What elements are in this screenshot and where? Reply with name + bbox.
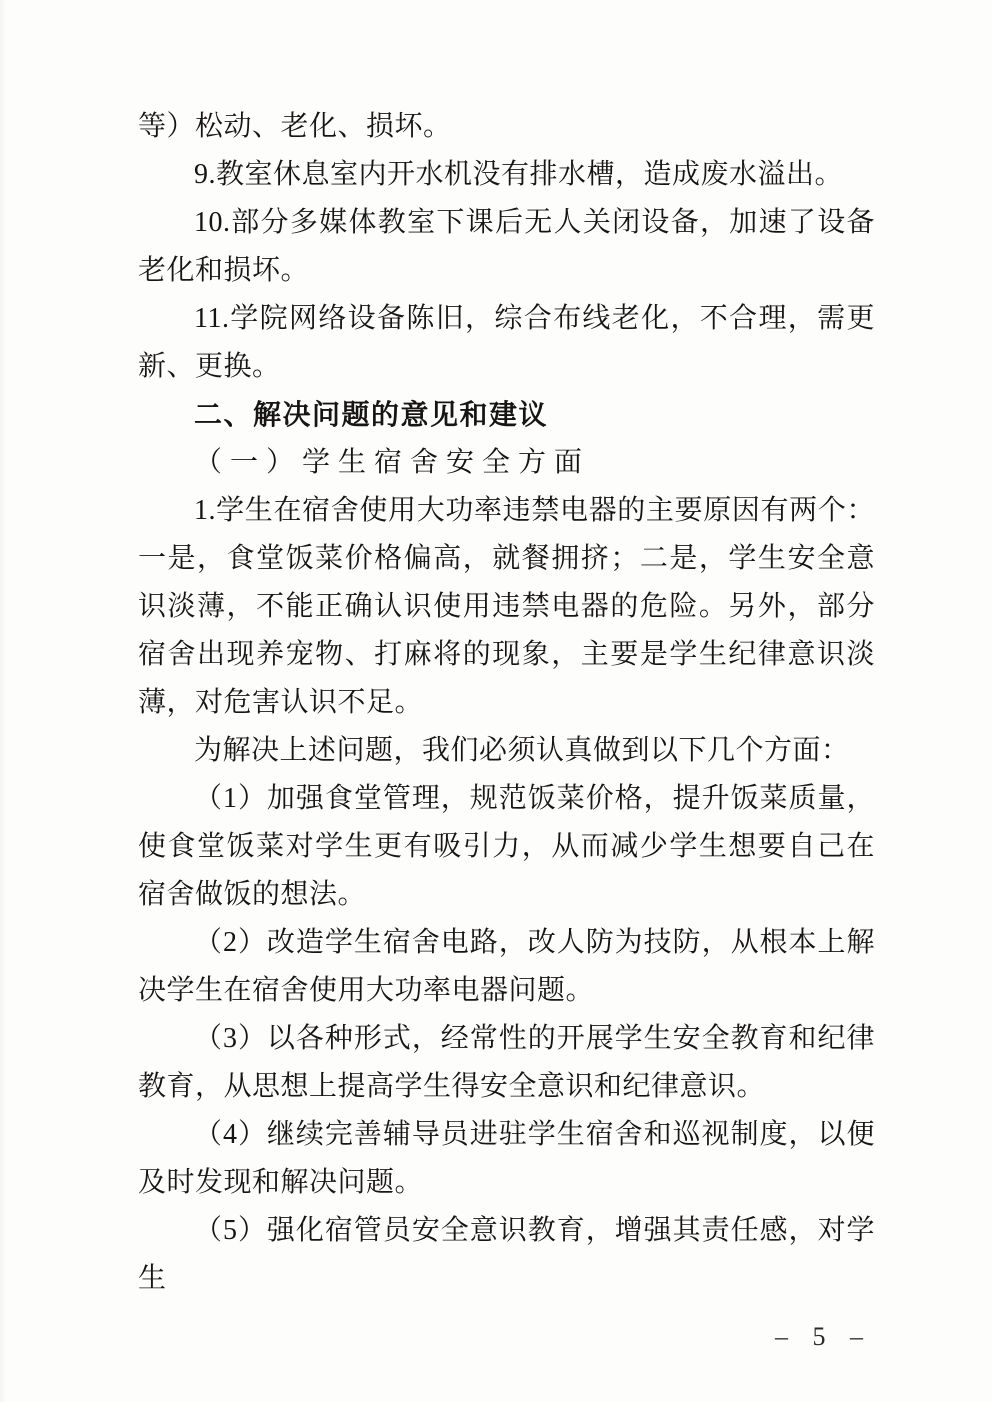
suggestion-point-5: （5）强化宿管员安全意识教育，增强其责任感，对学生 xyxy=(138,1215,875,1294)
list-item-10: 10.部分多媒体教室下课后无人关闭设备，加速了设备老化和损坏。 xyxy=(138,207,875,286)
suggestion-point-3: （3）以各种形式，经常性的开展学生安全教育和纪律教育，从思想上提高学生得安全意识和纪律意识。 xyxy=(138,1023,875,1102)
section-heading-2: 二、解决问题的意见和建议 xyxy=(194,399,549,430)
paragraph-continued-from-previous-page: 等）松动、老化、损坏。 xyxy=(138,111,452,142)
document-body xyxy=(138,103,875,1303)
suggestion-point-2: （2）改造学生宿舍电路，改人防为技防，从根本上解决学生在宿舍使用大功率电器问题。 xyxy=(138,927,875,1006)
list-item-9: 9.教室休息室内开水机没有排水槽，造成废水溢出。 xyxy=(194,159,844,190)
paragraph-reasons-analysis: 1.学生在宿舍使用大功率违禁电器的主要原因有两个：一是，食堂饭菜价格偏高，就餐拥挤；二是，学生安全意识淡薄，不能正确认识使用违禁电器的危险。另外，部分宿舍出现养宠物、打麻将的现象，主要是学生纪律意识淡薄，对危害认识不足。 xyxy=(138,495,875,718)
subsection-heading-1: （一）学生宿舍安全方面 xyxy=(194,447,591,478)
list-item-11: 11.学院网络设备陈旧，综合布线老化，不合理，需更新、更换。 xyxy=(138,303,875,382)
page-number: – 5 – xyxy=(775,1322,872,1351)
suggestion-point-4: （4）继续完善辅导员进驻学生宿舍和巡视制度，以便及时发现和解决问题。 xyxy=(138,1119,875,1198)
suggestion-point-1: （1）加强食堂管理，规范饭菜价格，提升饭菜质量，使食堂饭菜对学生更有吸引力，从而减少学生想要自己在宿舍做饭的想法。 xyxy=(138,783,875,910)
paragraph-lead-in: 为解决上述问题，我们必须认真做到以下几个方面： xyxy=(194,735,850,766)
